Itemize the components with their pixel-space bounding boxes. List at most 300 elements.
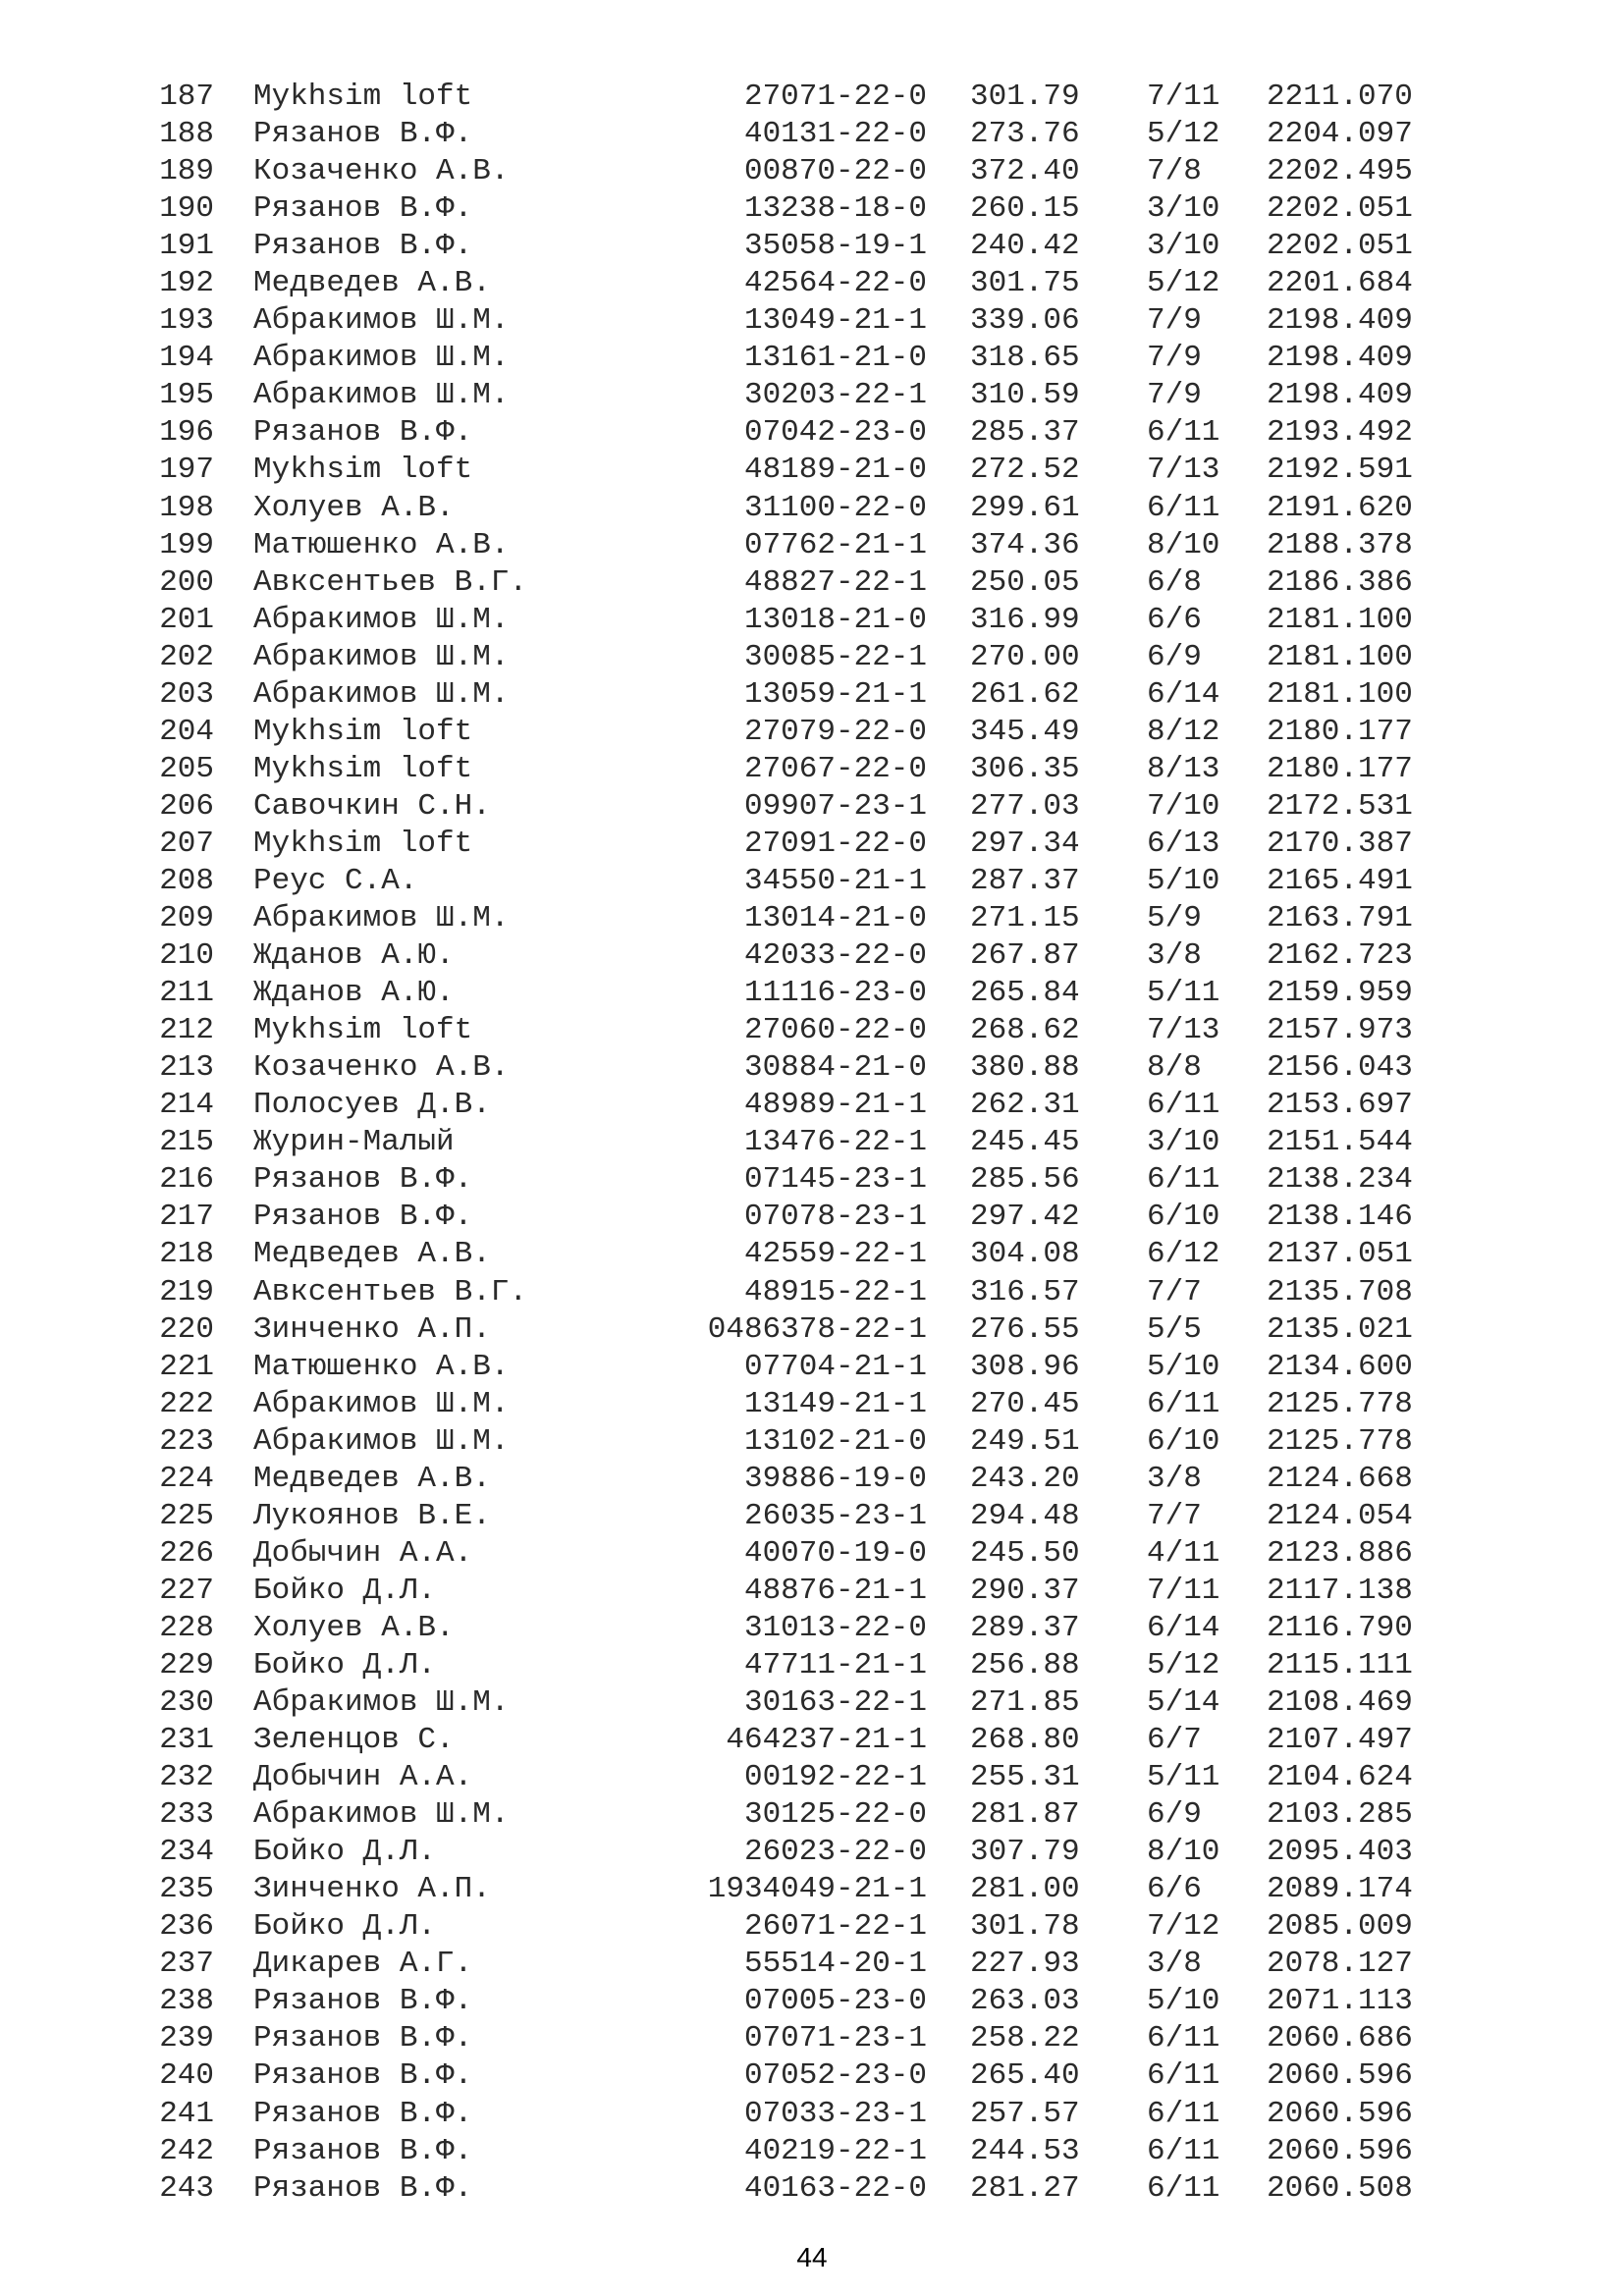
ratio-cell: 7/11: [1147, 80, 1220, 114]
table-row: [0, 2020, 1624, 2057]
total-cell: 2165.491: [1267, 863, 1413, 898]
ring-code-cell: 55514-20-1: [743, 1947, 927, 1982]
owner-name-cell: Рязанов В.Ф.: [253, 2133, 473, 2168]
ratio-cell: 7/13: [1147, 1013, 1220, 1048]
table-row: [0, 1124, 1624, 1161]
table-row: [0, 639, 1624, 676]
rank-cell: 202: [159, 639, 214, 674]
ring-code-cell: 07704-21-1: [743, 1349, 927, 1384]
total-cell: 2151.544: [1267, 1125, 1413, 1160]
rank-cell: 216: [159, 1162, 214, 1198]
ratio-cell: 6/10: [1147, 1200, 1220, 1235]
ratio-cell: 6/14: [1147, 676, 1220, 712]
rank-cell: 241: [159, 2096, 214, 2131]
ring-code-cell: 48827-22-1: [743, 564, 927, 600]
rank-cell: 232: [159, 1760, 214, 1795]
score-cell: 245.50: [970, 1535, 1080, 1571]
table-row: [0, 1236, 1624, 1273]
score-cell: 243.20: [970, 1461, 1080, 1496]
table-row: [0, 1796, 1624, 1834]
rank-cell: 233: [159, 1797, 214, 1833]
ratio-cell: 7/11: [1147, 1573, 1220, 1608]
owner-name-cell: Абракимов Ш.М.: [253, 378, 510, 413]
owner-name-cell: Добычин А.А.: [253, 1760, 473, 1795]
rank-cell: 213: [159, 1050, 214, 1086]
table-row: [0, 79, 1624, 116]
rank-cell: 236: [159, 1909, 214, 1945]
table-row: [0, 900, 1624, 937]
score-cell: 277.03: [970, 788, 1080, 824]
total-cell: 2181.100: [1267, 639, 1413, 674]
ratio-cell: 6/11: [1147, 2133, 1220, 2168]
ratio-cell: 5/12: [1147, 1647, 1220, 1682]
total-cell: 2060.596: [1267, 2096, 1413, 2131]
rank-cell: 195: [159, 378, 214, 413]
owner-name-cell: Медведев А.В.: [253, 1237, 491, 1272]
rank-cell: 231: [159, 1723, 214, 1758]
rank-cell: 201: [159, 602, 214, 637]
score-cell: 263.03: [970, 1984, 1080, 2019]
score-cell: 272.52: [970, 453, 1080, 488]
owner-name-cell: Зинченко А.П.: [253, 1311, 491, 1347]
total-cell: 2163.791: [1267, 901, 1413, 936]
table-row: [0, 1498, 1624, 1535]
ratio-cell: 6/11: [1147, 490, 1220, 525]
ring-code-cell: 27071-22-0: [743, 80, 927, 114]
ring-code-cell: 07033-23-1: [743, 2096, 927, 2131]
owner-name-cell: Рязанов В.Ф.: [253, 191, 473, 227]
table-row: [0, 1386, 1624, 1423]
table-row: [0, 714, 1624, 751]
score-cell: 297.42: [970, 1200, 1080, 1235]
score-cell: 339.06: [970, 303, 1080, 339]
ratio-cell: 3/8: [1147, 1947, 1202, 1982]
total-cell: 2085.009: [1267, 1909, 1413, 1945]
ratio-cell: 7/7: [1147, 1498, 1202, 1533]
ring-code-cell: 47711-21-1: [743, 1647, 927, 1682]
ring-code-cell: 34550-21-1: [743, 863, 927, 898]
score-cell: 258.22: [970, 2021, 1080, 2056]
score-cell: 271.15: [970, 901, 1080, 936]
rank-cell: 191: [159, 229, 214, 264]
owner-name-cell: Mykhsim loft: [253, 751, 473, 786]
ring-code-cell: 07762-21-1: [743, 527, 927, 562]
table-row: [0, 1647, 1624, 1684]
ratio-cell: 6/11: [1147, 2096, 1220, 2131]
table-row: [0, 1983, 1624, 2020]
rank-cell: 240: [159, 2058, 214, 2094]
total-cell: 2202.051: [1267, 191, 1413, 227]
score-cell: 245.45: [970, 1125, 1080, 1160]
ring-code-cell: 26023-22-0: [743, 1835, 927, 1870]
rank-cell: 226: [159, 1535, 214, 1571]
rank-cell: 217: [159, 1200, 214, 1235]
score-cell: 250.05: [970, 564, 1080, 600]
ring-code-cell: 07078-23-1: [743, 1200, 927, 1235]
ring-code-cell: 09907-23-1: [743, 788, 927, 824]
score-cell: 256.88: [970, 1647, 1080, 1682]
rank-cell: 207: [159, 826, 214, 861]
owner-name-cell: Добычин А.А.: [253, 1535, 473, 1571]
rank-cell: 194: [159, 341, 214, 376]
ring-code-cell: 27067-22-0: [743, 751, 927, 786]
table-row: [0, 676, 1624, 714]
rank-cell: 214: [159, 1088, 214, 1123]
owner-name-cell: Абракимов Ш.М.: [253, 341, 510, 376]
ratio-cell: 3/10: [1147, 229, 1220, 264]
owner-name-cell: Лукоянов В.Е.: [253, 1498, 491, 1533]
ring-code-cell: 48189-21-0: [743, 453, 927, 488]
ratio-cell: 8/13: [1147, 751, 1220, 786]
owner-name-cell: Абракимов Ш.М.: [253, 676, 510, 712]
score-cell: 345.49: [970, 714, 1080, 749]
score-cell: 270.00: [970, 639, 1080, 674]
total-cell: 2191.620: [1267, 490, 1413, 525]
ratio-cell: 8/10: [1147, 527, 1220, 562]
table-row: [0, 414, 1624, 452]
total-cell: 2071.113: [1267, 1984, 1413, 2019]
ratio-cell: 7/13: [1147, 453, 1220, 488]
total-cell: 2188.378: [1267, 527, 1413, 562]
total-cell: 2153.697: [1267, 1088, 1413, 1123]
table-row: [0, 490, 1624, 527]
score-cell: 318.65: [970, 341, 1080, 376]
owner-name-cell: Абракимов Ш.М.: [253, 1797, 510, 1833]
score-cell: 287.37: [970, 863, 1080, 898]
ring-code-cell: 13476-22-1: [743, 1125, 927, 1160]
owner-name-cell: Абракимов Ш.М.: [253, 1685, 510, 1721]
rank-cell: 197: [159, 453, 214, 488]
ratio-cell: 7/7: [1147, 1274, 1202, 1309]
table-row: [0, 826, 1624, 863]
rank-cell: 193: [159, 303, 214, 339]
ratio-cell: 6/11: [1147, 2021, 1220, 2056]
owner-name-cell: Медведев А.В.: [253, 1461, 491, 1496]
rank-cell: 203: [159, 676, 214, 712]
owner-name-cell: Матюшенко А.В.: [253, 527, 510, 562]
ratio-cell: 5/10: [1147, 1984, 1220, 2019]
owner-name-cell: Рязанов В.Ф.: [253, 1200, 473, 1235]
owner-name-cell: Холуев А.В.: [253, 1610, 455, 1645]
rank-cell: 227: [159, 1573, 214, 1608]
score-cell: 285.56: [970, 1162, 1080, 1198]
owner-name-cell: Рязанов В.Ф.: [253, 2170, 473, 2206]
total-cell: 2181.100: [1267, 676, 1413, 712]
total-cell: 2125.778: [1267, 1423, 1413, 1459]
ring-code-cell: 35058-19-1: [743, 229, 927, 264]
table-row: [0, 1087, 1624, 1124]
rank-cell: 205: [159, 751, 214, 786]
table-row: [0, 1423, 1624, 1461]
ring-code-cell: 30203-22-1: [743, 378, 927, 413]
owner-name-cell: Бойко Д.Л.: [253, 1909, 437, 1945]
ratio-cell: 6/7: [1147, 1723, 1202, 1758]
owner-name-cell: Жданов А.Ю.: [253, 976, 455, 1011]
score-cell: 308.96: [970, 1349, 1080, 1384]
rank-cell: 234: [159, 1835, 214, 1870]
owner-name-cell: Рязанов В.Ф.: [253, 2021, 473, 2056]
ratio-cell: 7/9: [1147, 378, 1202, 413]
page-number: 44: [796, 2242, 828, 2272]
score-cell: 301.78: [970, 1909, 1080, 1945]
rank-cell: 206: [159, 788, 214, 824]
table-row: [0, 1573, 1624, 1610]
ratio-cell: 6/14: [1147, 1610, 1220, 1645]
total-cell: 2172.531: [1267, 788, 1413, 824]
owner-name-cell: Рязанов В.Ф.: [253, 2058, 473, 2094]
ring-code-cell: 30884-21-0: [743, 1050, 927, 1086]
total-cell: 2211.070: [1267, 80, 1413, 114]
rank-cell: 196: [159, 415, 214, 451]
score-cell: 380.88: [970, 1050, 1080, 1086]
total-cell: 2138.146: [1267, 1200, 1413, 1235]
ring-code-cell: 42559-22-1: [743, 1237, 927, 1272]
rank-cell: 242: [159, 2133, 214, 2168]
total-cell: 2186.386: [1267, 564, 1413, 600]
total-cell: 2202.051: [1267, 229, 1413, 264]
rank-cell: 212: [159, 1013, 214, 1048]
score-cell: 372.40: [970, 154, 1080, 189]
total-cell: 2060.596: [1267, 2058, 1413, 2094]
owner-name-cell: Mykhsim loft: [253, 80, 473, 114]
rank-cell: 192: [159, 266, 214, 301]
table-row: [0, 527, 1624, 564]
ratio-cell: 5/12: [1147, 117, 1220, 152]
owner-name-cell: Матюшенко А.В.: [253, 1349, 510, 1384]
total-cell: 2138.234: [1267, 1162, 1413, 1198]
score-cell: 265.40: [970, 2058, 1080, 2094]
rank-cell: 229: [159, 1647, 214, 1682]
ratio-cell: 6/13: [1147, 826, 1220, 861]
owner-name-cell: Mykhsim loft: [253, 826, 473, 861]
total-cell: 2193.492: [1267, 415, 1413, 451]
ring-code-cell: 1934049-21-1: [707, 1872, 927, 1907]
ring-code-cell: 464237-21-1: [726, 1723, 927, 1758]
total-cell: 2198.409: [1267, 303, 1413, 339]
ring-code-cell: 13014-21-0: [743, 901, 927, 936]
owner-name-cell: Рязанов В.Ф.: [253, 1162, 473, 1198]
score-cell: 244.53: [970, 2133, 1080, 2168]
owner-name-cell: Абракимов Ш.М.: [253, 1423, 510, 1459]
ring-code-cell: 07005-23-0: [743, 1984, 927, 2019]
owner-name-cell: Савочкин С.Н.: [253, 788, 491, 824]
owner-name-cell: Зеленцов С.: [253, 1723, 455, 1758]
owner-name-cell: Mykhsim loft: [253, 453, 473, 488]
total-cell: 2115.111: [1267, 1647, 1413, 1682]
table-row: [0, 1759, 1624, 1796]
ring-code-cell: 39886-19-0: [743, 1461, 927, 1496]
owner-name-cell: Полосуев Д.В.: [253, 1088, 491, 1123]
table-row: [0, 937, 1624, 975]
owner-name-cell: Рязанов В.Ф.: [253, 117, 473, 152]
score-cell: 249.51: [970, 1423, 1080, 1459]
rank-cell: 237: [159, 1947, 214, 1982]
ring-code-cell: 13018-21-0: [743, 602, 927, 637]
ring-code-cell: 40163-22-0: [743, 2170, 927, 2206]
ratio-cell: 6/6: [1147, 602, 1202, 637]
ring-code-cell: 40131-22-0: [743, 117, 927, 152]
owner-name-cell: Рязанов В.Ф.: [253, 2096, 473, 2131]
table-row: [0, 602, 1624, 639]
table-row: [0, 1834, 1624, 1871]
ring-code-cell: 48989-21-1: [743, 1088, 927, 1123]
ratio-cell: 5/11: [1147, 1760, 1220, 1795]
score-cell: 310.59: [970, 378, 1080, 413]
owner-name-cell: Абракимов Ш.М.: [253, 602, 510, 637]
ratio-cell: 5/10: [1147, 863, 1220, 898]
total-cell: 2170.387: [1267, 826, 1413, 861]
score-cell: 257.57: [970, 2096, 1080, 2131]
rank-cell: 224: [159, 1461, 214, 1496]
ring-code-cell: 31013-22-0: [743, 1610, 927, 1645]
rank-cell: 189: [159, 154, 214, 189]
owner-name-cell: Бойко Д.Л.: [253, 1835, 437, 1870]
total-cell: 2135.021: [1267, 1311, 1413, 1347]
rank-cell: 190: [159, 191, 214, 227]
table-row: [0, 1049, 1624, 1087]
score-cell: 270.45: [970, 1386, 1080, 1421]
ratio-cell: 4/11: [1147, 1535, 1220, 1571]
total-cell: 2180.177: [1267, 714, 1413, 749]
total-cell: 2108.469: [1267, 1685, 1413, 1721]
total-cell: 2137.051: [1267, 1237, 1413, 1272]
table-row: [0, 975, 1624, 1012]
ring-code-cell: 26071-22-1: [743, 1909, 927, 1945]
rank-cell: 238: [159, 1984, 214, 2019]
total-cell: 2117.138: [1267, 1573, 1413, 1608]
total-cell: 2159.959: [1267, 976, 1413, 1011]
score-cell: 261.62: [970, 676, 1080, 712]
owner-name-cell: Жданов А.Ю.: [253, 938, 455, 974]
ratio-cell: 5/11: [1147, 976, 1220, 1011]
total-cell: 2104.624: [1267, 1760, 1413, 1795]
ring-code-cell: 13161-21-0: [743, 341, 927, 376]
owner-name-cell: Абракимов Ш.М.: [253, 303, 510, 339]
score-cell: 271.85: [970, 1685, 1080, 1721]
table-row: [0, 265, 1624, 302]
ratio-cell: 5/12: [1147, 266, 1220, 301]
ratio-cell: 3/10: [1147, 1125, 1220, 1160]
score-cell: 281.00: [970, 1872, 1080, 1907]
total-cell: 2181.100: [1267, 602, 1413, 637]
ratio-cell: 6/11: [1147, 1386, 1220, 1421]
rank-cell: 221: [159, 1349, 214, 1384]
table-row: [0, 2096, 1624, 2133]
rank-cell: 239: [159, 2021, 214, 2056]
owner-name-cell: Рязанов В.Ф.: [253, 1984, 473, 2019]
score-cell: 301.79: [970, 80, 1080, 114]
ring-code-cell: 31100-22-0: [743, 490, 927, 525]
ratio-cell: 6/12: [1147, 1237, 1220, 1272]
rank-cell: 243: [159, 2170, 214, 2206]
ring-code-cell: 13238-18-0: [743, 191, 927, 227]
table-row: [0, 377, 1624, 414]
total-cell: 2202.495: [1267, 154, 1413, 189]
ratio-cell: 7/9: [1147, 303, 1202, 339]
total-cell: 2116.790: [1267, 1610, 1413, 1645]
ratio-cell: 6/10: [1147, 1423, 1220, 1459]
total-cell: 2156.043: [1267, 1050, 1413, 1086]
owner-name-cell: Медведев А.В.: [253, 266, 491, 301]
results-table: [0, 79, 1624, 2208]
owner-name-cell: Козаченко А.В.: [253, 154, 510, 189]
table-row: [0, 340, 1624, 377]
table-row: [0, 1871, 1624, 1908]
ratio-cell: 5/5: [1147, 1311, 1202, 1347]
ring-code-cell: 48876-21-1: [743, 1573, 927, 1608]
total-cell: 2095.403: [1267, 1835, 1413, 1870]
ring-code-cell: 13049-21-1: [743, 303, 927, 339]
owner-name-cell: Журин-Малый: [253, 1125, 455, 1160]
ring-code-cell: 07052-23-0: [743, 2058, 927, 2094]
score-cell: 374.36: [970, 527, 1080, 562]
rank-cell: 218: [159, 1237, 214, 1272]
rank-cell: 215: [159, 1125, 214, 1160]
owner-name-cell: Дикарев А.Г.: [253, 1947, 473, 1982]
total-cell: 2201.684: [1267, 266, 1413, 301]
total-cell: 2198.409: [1267, 378, 1413, 413]
ring-code-cell: 07145-23-1: [743, 1162, 927, 1198]
rank-cell: 211: [159, 976, 214, 1011]
rank-cell: 209: [159, 901, 214, 936]
rank-cell: 228: [159, 1610, 214, 1645]
ring-code-cell: 48915-22-1: [743, 1274, 927, 1309]
score-cell: 273.76: [970, 117, 1080, 152]
ratio-cell: 6/9: [1147, 1797, 1202, 1833]
score-cell: 255.31: [970, 1760, 1080, 1795]
score-cell: 316.57: [970, 1274, 1080, 1309]
score-cell: 265.84: [970, 976, 1080, 1011]
score-cell: 301.75: [970, 266, 1080, 301]
ring-code-cell: 30163-22-1: [743, 1685, 927, 1721]
ratio-cell: 5/10: [1147, 1349, 1220, 1384]
total-cell: 2198.409: [1267, 341, 1413, 376]
score-cell: 285.37: [970, 415, 1080, 451]
owner-name-cell: Бойко Д.Л.: [253, 1573, 437, 1608]
total-cell: 2135.708: [1267, 1274, 1413, 1309]
owner-name-cell: Рязанов В.Ф.: [253, 229, 473, 264]
table-row: [0, 751, 1624, 788]
score-cell: 260.15: [970, 191, 1080, 227]
table-row: [0, 1684, 1624, 1722]
ratio-cell: 6/11: [1147, 2058, 1220, 2094]
total-cell: 2180.177: [1267, 751, 1413, 786]
owner-name-cell: Реус С.А.: [253, 863, 418, 898]
ring-code-cell: 42564-22-0: [743, 266, 927, 301]
table-row: [0, 564, 1624, 602]
total-cell: 2204.097: [1267, 117, 1413, 152]
rank-cell: 220: [159, 1311, 214, 1347]
table-row: [0, 1274, 1624, 1311]
ratio-cell: 7/8: [1147, 154, 1202, 189]
ratio-cell: 6/11: [1147, 2170, 1220, 2206]
ratio-cell: 8/10: [1147, 1835, 1220, 1870]
total-cell: 2060.596: [1267, 2133, 1413, 2168]
owner-name-cell: Козаченко А.В.: [253, 1050, 510, 1086]
ratio-cell: 5/9: [1147, 901, 1202, 936]
total-cell: 2060.686: [1267, 2021, 1413, 2056]
ring-code-cell: 00870-22-0: [743, 154, 927, 189]
total-cell: 2089.174: [1267, 1872, 1413, 1907]
rank-cell: 204: [159, 714, 214, 749]
owner-name-cell: Авксентьев В.Г.: [253, 1274, 528, 1309]
score-cell: 306.35: [970, 751, 1080, 786]
table-row: [0, 2133, 1624, 2170]
score-cell: 267.87: [970, 938, 1080, 974]
score-cell: 268.62: [970, 1013, 1080, 1048]
ratio-cell: 6/11: [1147, 1088, 1220, 1123]
score-cell: 304.08: [970, 1237, 1080, 1272]
